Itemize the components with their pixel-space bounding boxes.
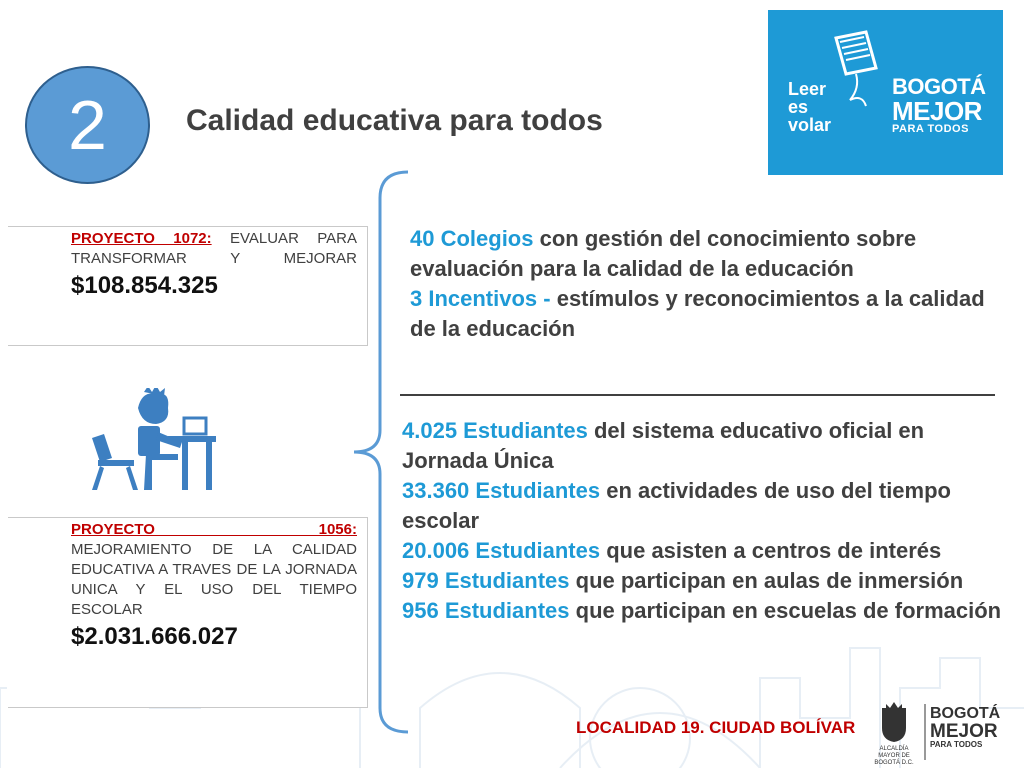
curly-bracket: [350, 168, 410, 736]
result-item: 3 Incentivos - estímulos y reconocimientos a la calidad de la educación: [410, 286, 985, 341]
result-item: 4.025 Estudiantes del sistema educativo oficial en Jornada Única: [402, 418, 925, 473]
alcaldia-text: ALCALDÍA MAYOR DE BOGOTÁ D.C.: [874, 746, 914, 766]
results-block-1: [410, 224, 1010, 344]
project-1-code: PROYECTO 1072:: [71, 230, 212, 247]
result-item: 20.006 Estudiantes que asisten a centros de interés: [402, 538, 942, 563]
project-1-name: EVALUAR PARA TRANSFORMAR Y MEJORAR: [71, 230, 357, 267]
footer-bogota-logo: BOGOTÁ MEJOR PARA TODOS: [930, 705, 1001, 749]
project-1-amount: $108.854.325: [71, 272, 218, 299]
page-title: Calidad educativa para todos: [186, 104, 603, 137]
leer-es-volar-text: Leer es volar: [788, 79, 832, 135]
footer-logos: [868, 700, 1018, 764]
bogota-mejor-logo: BOGOTÁ MEJOR PARA TODOS: [892, 74, 986, 135]
results-block-2: [402, 416, 1012, 626]
footer-logo-divider: [924, 704, 926, 760]
project-2-amount: $2.031.666.027: [71, 623, 238, 650]
section-number-circle: [25, 66, 150, 184]
project-2-card: [62, 517, 368, 708]
result-item: 979 Estudiantes que participan en aulas de inmersión: [402, 568, 964, 593]
result-item: 40 Colegios con gestión del conocimiento sobre evaluación para la calidad de la educación: [410, 226, 917, 281]
leer-es-volar-logo: [768, 10, 1003, 175]
project-2-name: MEJORAMIENTO DE LA CALIDAD EDUCATIVA A TRAVES DE LA JORNADA UNICA Y EL USO DEL TIEMPO ESCOLAR: [71, 541, 357, 618]
result-item: 956 Estudiantes que participan en escuelas de formación: [402, 598, 1002, 623]
coat-of-arms-icon: [880, 702, 908, 744]
divider: [400, 394, 995, 396]
kite-book-icon: [826, 28, 886, 108]
result-item: 33.360 Estudiantes en actividades de uso del tiempo escolar: [402, 478, 951, 533]
locality-label: LOCALIDAD 19. CIUDAD BOLÍVAR: [576, 718, 856, 737]
project-1-card: [62, 226, 368, 346]
section-number: 2: [68, 86, 107, 164]
project-2-code: PROYECTO 1056:: [71, 521, 357, 538]
student-desk-icon: [86, 388, 220, 496]
